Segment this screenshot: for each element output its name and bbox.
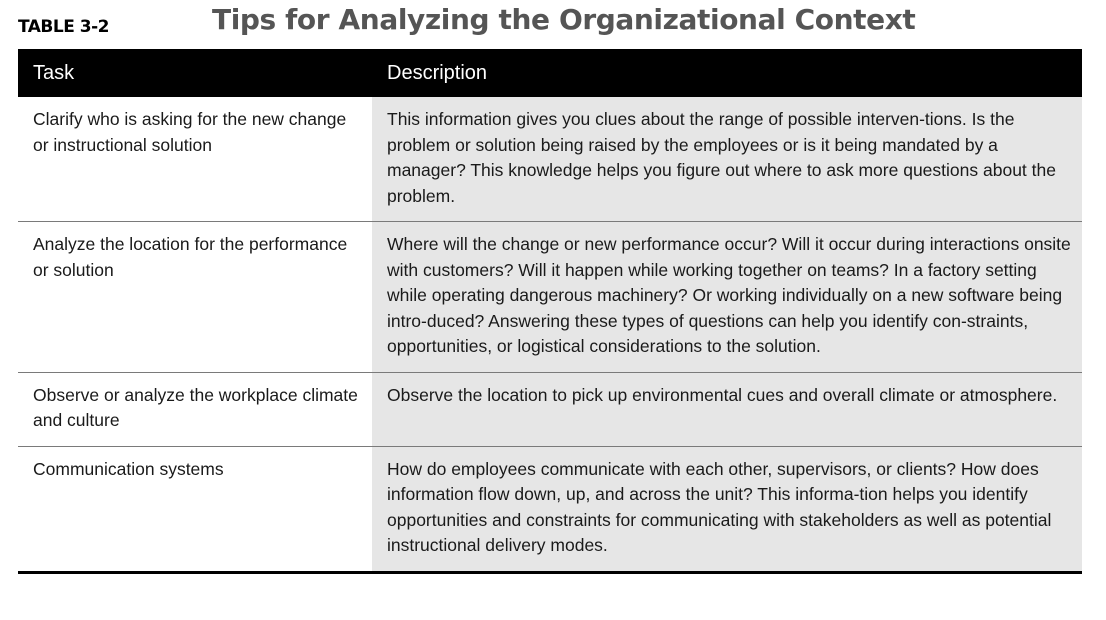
table-row [18,222,1082,373]
column-header-task: Task [18,49,372,97]
tips-table [18,49,1082,574]
task-cell: Observe or analyze the workplace climate and culture [18,372,372,446]
table-row [18,446,1082,572]
description-cell: This information gives you clues about the range of possible interven-tions. Is the problem or solution being raised by the employees or is it being mandated by a manager? This knowledge helps you figure out where to ask more questions about the problem. [372,97,1082,222]
task-cell: Communication systems [18,446,372,572]
header-row [18,49,1082,97]
table-number: TABLE 3-2 [18,17,109,37]
description-cell: Observe the location to pick up environmental cues and overall climate or atmosphere. [372,372,1082,446]
description-cell: How do employees communicate with each other, supervisors, or clients? How does information flow down, up, and across the unit? This informa-tion helps you identify opportunities and constraints for communicating with stakeholders as well as potential instructional delivery modes. [372,446,1082,572]
table-row [18,97,1082,222]
table-body [18,97,1082,572]
task-cell: Clarify who is asking for the new change or instructional solution [18,97,372,222]
table-caption [18,0,1082,46]
table-header [18,49,1082,97]
task-cell: Analyze the location for the performance or solution [18,222,372,373]
description-cell: Where will the change or new performance occur? Will it occur during interactions onsite with customers? Will it happen while working together on teams? In a factory setting while operating dangerous machinery? Or working individually on a new software being intro-duced? Answering these types of questions can help you identify con-straints, opportunities, or logistical considerations to the solution. [372,222,1082,373]
table-row [18,372,1082,446]
table-title: Tips for Analyzing the Organizational Context [212,3,916,36]
column-header-description: Description [372,49,1082,97]
